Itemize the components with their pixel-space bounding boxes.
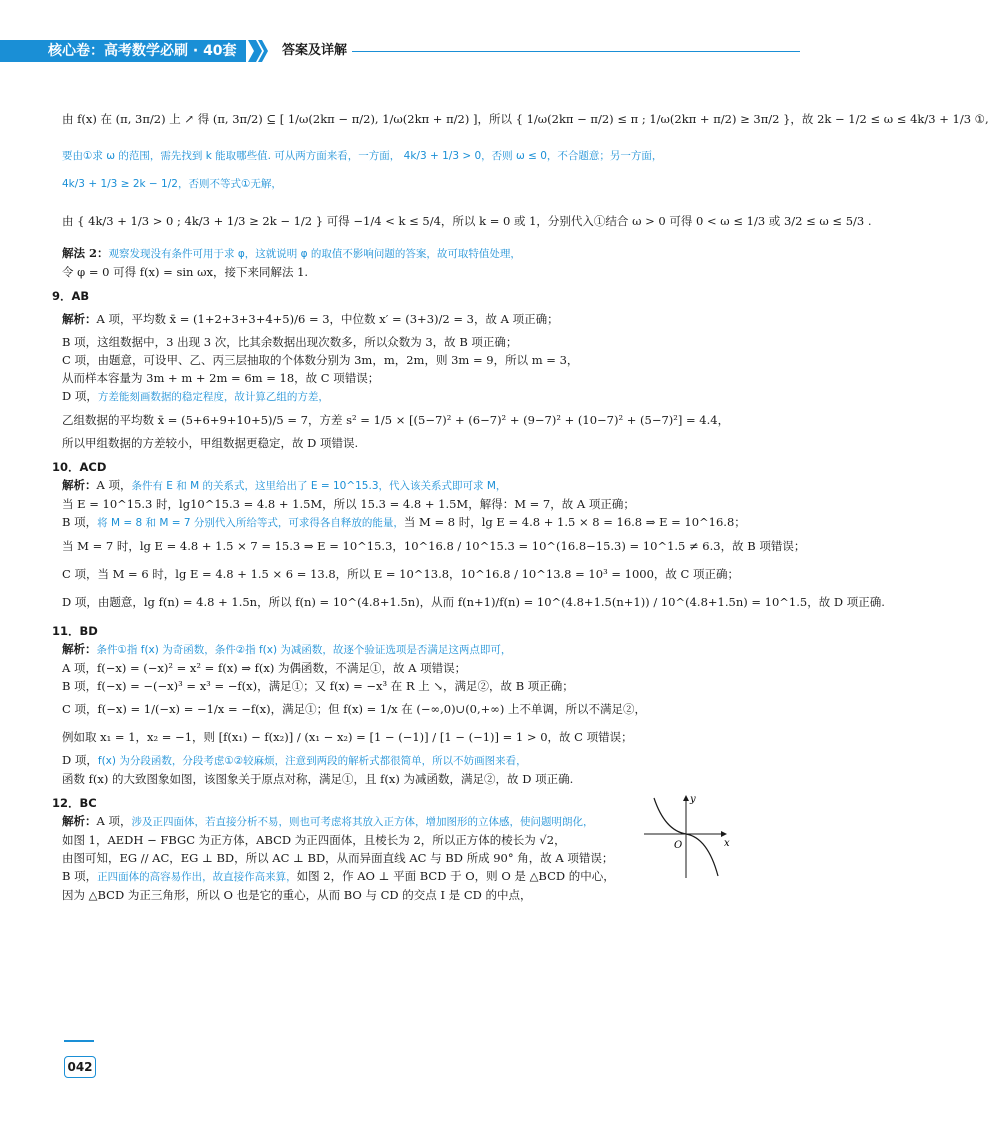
page-header: [0, 40, 800, 64]
y-axis-label: y: [690, 794, 696, 805]
method-label: 解法 2：: [62, 246, 109, 260]
section-title: 答案及详解: [282, 43, 348, 58]
item-label: B 项，: [62, 515, 98, 529]
method-2-line: [62, 244, 730, 263]
hint-line: 4k/3 + 1/3 ≥ 2k − 1/2，否则不等式①无解，: [62, 178, 282, 190]
solution-line: C 项，当 M = 6 时，lg E = 4.8 + 1.5 × 6 = 13.8，所以 E = 10^13.8，10^16.8 / 10^13.8 = 10³ = 1000，故 C 项正确；: [62, 567, 739, 581]
question-9-answer: 9．AB: [52, 289, 90, 303]
solution-line: 令 φ = 0 可得 f(x) = sin ωx，接下来同解法 1.: [62, 265, 309, 279]
question-11-answer: 11．BD: [52, 624, 98, 638]
solution-text: A 项，平均数 x̄ = (1+2+3+3+4+5)/6 = 3，中位数 x′ = (3+3)/2 = 3，故 A 项正确；: [96, 312, 559, 326]
footer-rule: [64, 1040, 94, 1042]
solution-line: [62, 812, 730, 831]
item-label: D 项，: [62, 753, 98, 767]
solution-text: 如图 2，作 AO ⊥ 平面 BCD 于 O，则 O 是 △BCD 的中心，: [296, 869, 615, 883]
series-banner: 核心卷：高考数学必刷 · 40套: [0, 40, 246, 62]
solution-line: 乙组数据的平均数 x̄ = (5+6+9+10+5)/5 = 7，方差 s² = 1/5 × [(5−7)² + (6−7)² + (9−7)² + (10−7)² + (5−7)²] = 4.4，: [62, 413, 730, 427]
page-number: 042: [64, 1056, 96, 1078]
question-12-answer: 12．BC: [52, 796, 97, 810]
analysis-label: 解析：: [62, 642, 97, 656]
solution-line: [62, 867, 730, 886]
solution-line: [62, 305, 730, 333]
hint-text: 观察发现没有条件可用于求 φ，这就说明 φ 的取值不影响问题的答案，故可取特值处理，: [108, 248, 521, 260]
solution-line: 例如取 x₁ = 1，x₂ = −1，则 [f(x₁) − f(x₂)] / (x₁ − x₂) = [1 − (−1)] / [1 − (−1)] = 1 > 0，故 C 项错误；: [62, 730, 633, 744]
solution-line: 由 f(x) 在 (π, 3π/2) 上 ↗ 得 (π, 3π/2) ⊆ [ 1/ω(2kπ − π/2), 1/ω(2kπ + π/2) ]，所以 { 1/ω(2kπ − π/2) ≤ π ; 1/ω(2kπ + π/2) ≥ 3π/2 }，故 2k − 1/2 ≤ ω ≤ 4k/3 + 1/3 ①,: [62, 112, 989, 126]
item-label: B 项，: [62, 869, 98, 883]
solution-line: 当 M = 7 时，lg E = 4.8 + 1.5 × 7 = 15.3 ⇒ E = 10^15.3，10^16.8 / 10^15.3 = 10^(16.8−15.3) = 10^1.5 ≠ 6.3，故 B 项错误；: [62, 539, 806, 553]
solution-line: 由 { 4k/3 + 1/3 > 0 ; 4k/3 + 1/3 ≥ 2k − 1/2 } 可得 −1/4 < k ≤ 5/4，所以 k = 0 或 1，分别代入①结合 ω > 0 可得 0 < ω ≤ 1/3 或 3/2 ≤ ω ≤ 5/3 .: [62, 214, 872, 228]
slash-decoration-icon: [246, 40, 270, 62]
item-label: D 项，: [62, 389, 98, 403]
solution-line: 如图 1，AEDH − FBGC 为正方体，ABCD 为正四面体，且棱长为 2，所以正方体的棱长为 √2，: [62, 833, 566, 847]
header-rule: [352, 51, 800, 52]
hint-text: 条件①指 f(x) 为奇函数，条件②指 f(x) 为减函数，故逐个验证选项是否满足这两点即可，: [96, 644, 512, 656]
solution-line: 因为 △BCD 为正三角形，所以 O 也是它的重心，从而 BO 与 CD 的交点 I 是 CD 的中点，: [62, 888, 532, 902]
hint-text: 条件有 E 和 M 的关系式，这里给出了 E = 10^15.3，代入该关系式即可求 M，: [131, 480, 507, 492]
solution-line: 函数 f(x) 的大致图象如图，该图象关于原点对称，满足①，且 f(x) 为减函数，满足②，故 D 项正确.: [62, 772, 574, 786]
hint-text: 涉及正四面体，若直接分析不易，则也可考虑将其放入正方体，增加图形的立体感，使问题明朗化，: [131, 816, 594, 828]
question-10-answer: 10．ACD: [52, 460, 107, 474]
origin-label: O: [674, 840, 683, 851]
solution-line: [62, 751, 730, 770]
hint-line: 要由①求 ω 的范围，需先找到 k 能取哪些值. 可从两方面来看，一方面， 4k/3 + 1/3 > 0，否则 ω ≤ 0，不合题意；另一方面，: [62, 150, 663, 162]
hint-text: f(x) 为分段函数，分段考虑①②较麻烦，注意到两段的解析式都很简单，所以不妨画图来看，: [97, 755, 527, 767]
solution-line: 由图可知，EG // AC，EG ⊥ BD，所以 AC ⊥ BD，从而异面直线 AC 与 BD 所成 90° 角，故 A 项错误；: [62, 851, 614, 865]
solution-line: [62, 640, 730, 659]
item-label: A 项，: [96, 478, 132, 492]
solution-line: B 项，这组数据中，3 出现 3 次，比其余数据出现次数多，所以众数为 3，故 B 项正确；: [62, 335, 518, 349]
analysis-label: 解析：: [62, 312, 97, 326]
solution-line: 当 E = 10^15.3 时，lg10^15.3 = 4.8 + 1.5M，所以 15.3 = 4.8 + 1.5M，解得：M = 7，故 A 项正确；: [62, 497, 635, 511]
hint-text: 方差能刻画数据的稳定程度，故计算乙组的方差，: [97, 391, 329, 403]
solution-line: 所以甲组数据的方差较小，甲组数据更稳定，故 D 项错误.: [62, 436, 359, 450]
solution-line: C 项，f(−x) = 1/(−x) = −1/x = −f(x)，满足①；但 f(x) = 1/x 在 (−∞,0)∪(0,+∞) 上不单调，所以不满足②，: [62, 702, 647, 716]
solution-line: A 项，f(−x) = (−x)² = x² = f(x) ⇒ f(x) 为偶函数，不满足①，故 A 项错误；: [62, 661, 467, 675]
solution-line: B 项，f(−x) = −(−x)³ = x³ = −f(x)，满足①；又 f(x) = −x³ 在 R 上 ↘，满足②，故 B 项正确；: [62, 679, 574, 693]
solution-line: C 项，由题意，可设甲、乙、丙三层抽取的个体数分别为 3m，m，2m，则 3m = 9，所以 m = 3，: [62, 353, 579, 367]
solution-line: 从而样本容量为 3m + m + 2m = 6m = 18，故 C 项错误；: [62, 371, 380, 385]
solution-text: 当 M = 8 时，lg E = 4.8 + 1.5 × 8 = 16.8 ⇒ E = 10^16.8；: [403, 515, 746, 529]
hint-text: 正四面体的高容易作出，故直接作高来算，: [97, 871, 297, 883]
hint-text: 将 M = 8 和 M = 7 分别代入所给等式，可求得各自释放的能量，: [97, 517, 404, 529]
solution-line: D 项，由题意，lg f(n) = 4.8 + 1.5n，所以 f(n) = 10^(4.8+1.5n)，从而 f(n+1)/f(n) = 10^(4.8+1.5(n+1)) / 10^(4.8+1.5n) = 10^1.5，故 D 项正确.: [62, 595, 885, 609]
analysis-label: 解析：: [62, 478, 97, 492]
item-label: A 项，: [96, 814, 132, 828]
x-axis-label: x: [724, 838, 730, 849]
solution-line: [62, 387, 730, 406]
solution-line: [62, 476, 730, 495]
function-graph: [640, 792, 732, 882]
answer-body: [52, 96, 989, 904]
solution-line: [62, 513, 746, 532]
analysis-label: 解析：: [62, 814, 97, 828]
